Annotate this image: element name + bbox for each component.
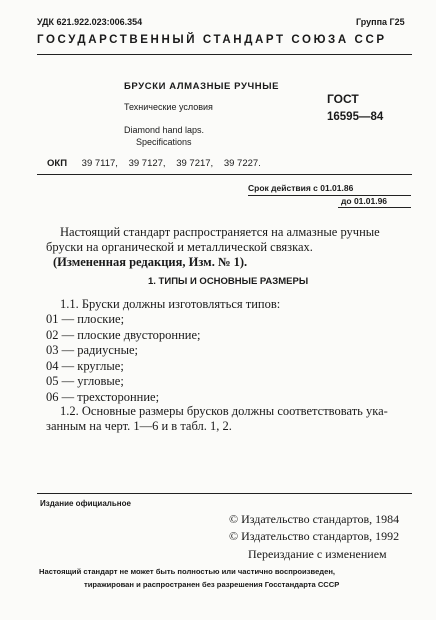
validity-from: Срок действия с 01.01.86: [248, 183, 354, 193]
list-item: 02 — плоские двусторонние;: [46, 327, 201, 342]
header-rule: [37, 54, 412, 55]
udk-code: УДК 621.922.023:006.354: [37, 17, 143, 27]
copyright-1992: © Издательство стандартов, 1992: [229, 529, 400, 543]
copyright-1984: © Издательство стандартов, 1984: [229, 512, 400, 526]
document-subtitle: Технические условия: [124, 102, 213, 112]
reissue-note: Переиздание с изменением: [248, 547, 387, 561]
okp-code: 39 7117,: [81, 158, 118, 169]
paragraph-1-2-line-1: 1.2. Основные размеры брусков должны соответствовать ука-: [60, 404, 388, 418]
list-item: 06 — трехсторонние;: [46, 389, 160, 404]
okp-code: 39 7127,: [128, 158, 166, 169]
footer-rule: [37, 493, 412, 494]
english-title-line1: Diamond hand laps.: [124, 125, 205, 135]
okp-label: ОКП: [47, 158, 68, 169]
list-item: 01 — плоские;: [46, 312, 125, 326]
paragraph-1-2-line-2: занным на черт. 1—6 и в табл. 1, 2.: [46, 419, 232, 433]
okp-code: 39 7217,: [176, 158, 214, 169]
types-list: [46, 312, 201, 406]
reproduction-notice-line-1: Настоящий стандарт не может быть полностью или частично воспроизведен,: [39, 567, 336, 576]
okp-code: 39 7227.: [223, 158, 261, 169]
validity-to-underline: [338, 207, 411, 208]
okp-line: [47, 158, 261, 169]
gost-number: 16595—84: [327, 111, 384, 123]
list-item: 04 — круглые;: [46, 358, 124, 373]
section-heading: 1. ТИПЫ И ОСНОВНЫЕ РАЗМЕРЫ: [148, 276, 309, 287]
validity-to: до 01.01.96: [341, 196, 388, 206]
intro-line-1: Настоящий стандарт распространяется на алмазные ручные: [60, 225, 380, 239]
official-edition: Издание официальное: [40, 499, 131, 508]
list-item: 05 — угловые;: [46, 374, 124, 389]
standard-name: ГОСУДАРСТВЕННЫЙ СТАНДАРТ СОЮЗА ССР: [37, 34, 387, 46]
english-title-line2: Specifications: [136, 137, 192, 147]
okp-rule: [37, 174, 412, 175]
paragraph-1-1: 1.1. Бруски должны изготовляться типов:: [60, 297, 281, 311]
document-title: БРУСКИ АЛМАЗНЫЕ РУЧНЫЕ: [124, 81, 280, 92]
group-code: Группа Г25: [356, 17, 405, 27]
amendment-note: (Измененная редакция, Изм. № 1).: [53, 255, 248, 269]
gost-label: ГОСТ: [327, 92, 359, 106]
reproduction-notice-line-2: тиражирован и распространен без разрешения Госстандарта СССР: [84, 580, 340, 589]
list-item: 03 — радиусные;: [46, 343, 139, 358]
intro-line-2: бруски на органической и металлической связках.: [46, 240, 313, 254]
